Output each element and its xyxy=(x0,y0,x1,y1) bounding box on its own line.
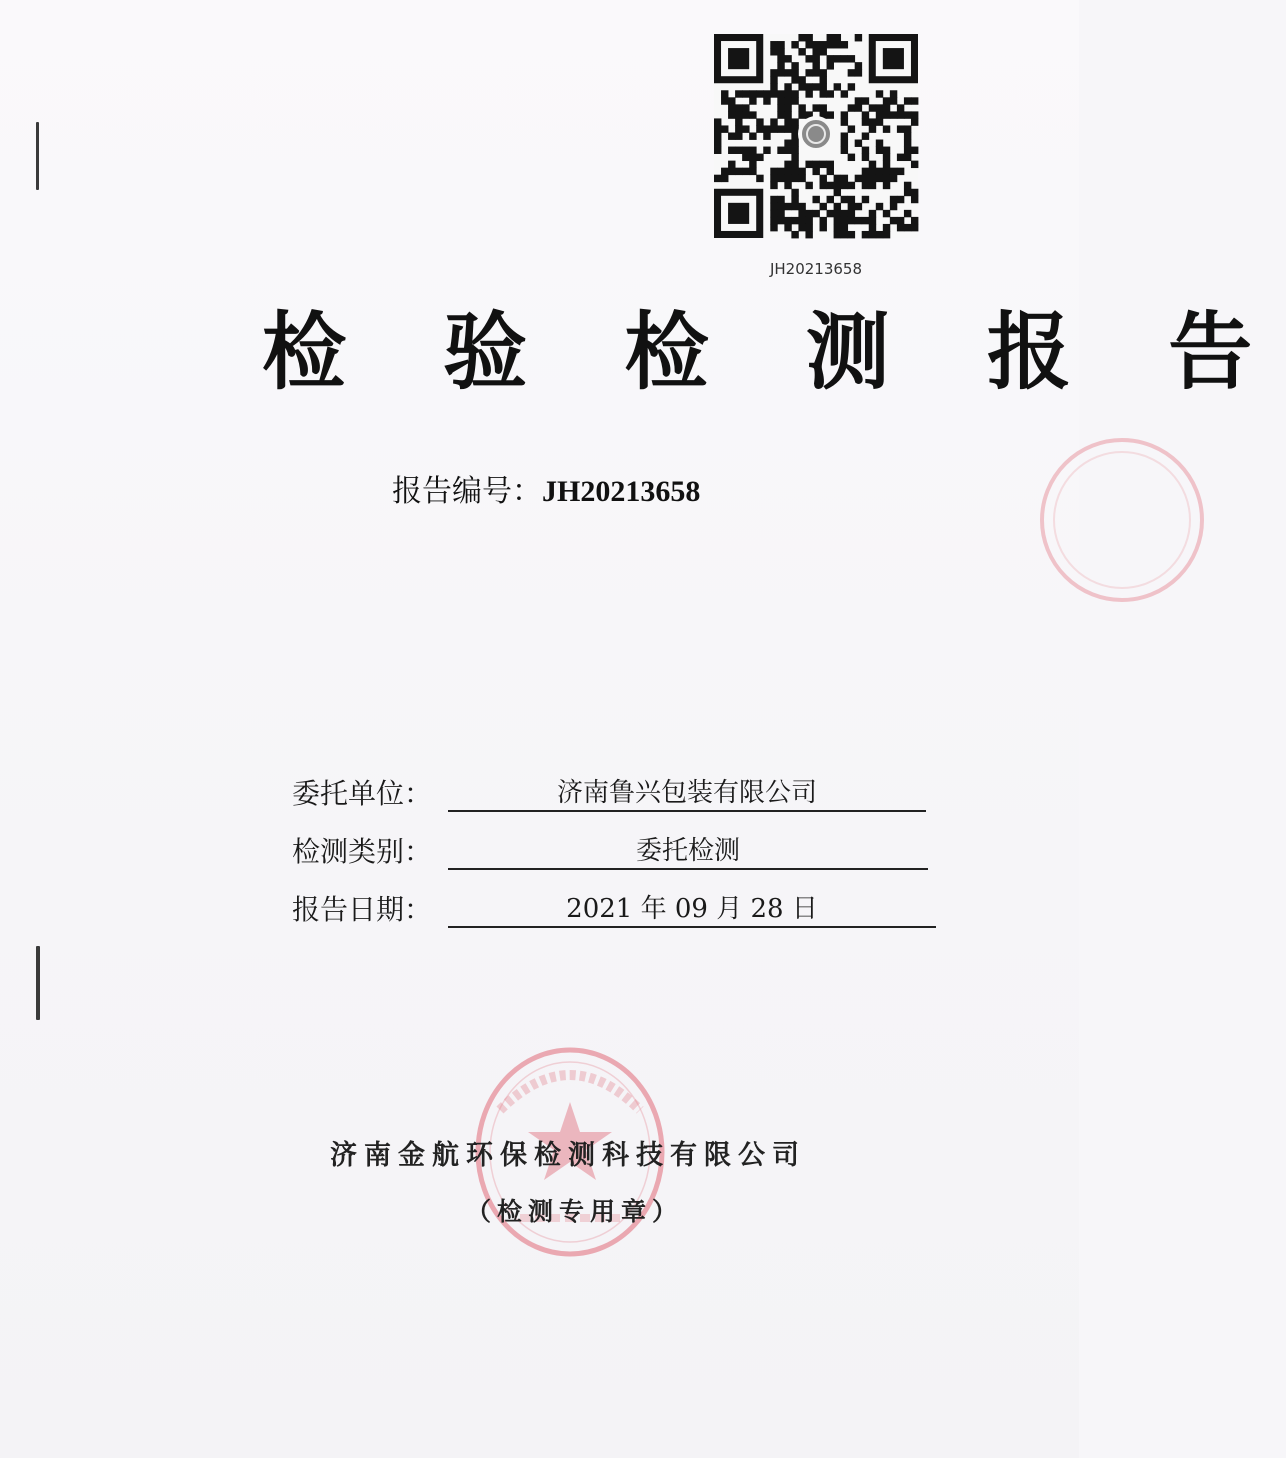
field-category xyxy=(292,830,928,870)
issuer-seal-note: （检测专用章） xyxy=(466,1197,684,1226)
binder-hole-mark-bottom xyxy=(36,946,40,1020)
qr-code-label: JH20213658 xyxy=(769,260,863,278)
field-date-value: 2021 年 09 月 28 日 xyxy=(448,892,936,928)
report-number xyxy=(392,466,700,510)
field-category-label: 检测类别： xyxy=(292,835,433,868)
field-client-label: 委托单位： xyxy=(292,777,433,810)
edge-seal-stamp xyxy=(1036,435,1126,605)
issuer-name: 济南金航环保检测科技有限公司 xyxy=(330,1140,806,1171)
field-category-value: 委托检测 xyxy=(448,834,928,870)
report-number-label: 报告编号： xyxy=(392,474,542,509)
report-number-value: JH20213658 xyxy=(542,475,701,508)
field-date xyxy=(292,888,936,928)
field-client xyxy=(292,772,926,812)
binder-hole-mark-top xyxy=(36,122,39,190)
qr-code-image xyxy=(714,34,918,238)
field-client-value: 济南鲁兴包装有限公司 xyxy=(448,776,926,812)
field-date-label: 报告日期： xyxy=(292,893,433,926)
page-title: 检 验 检 测 报 告 xyxy=(262,303,1286,401)
